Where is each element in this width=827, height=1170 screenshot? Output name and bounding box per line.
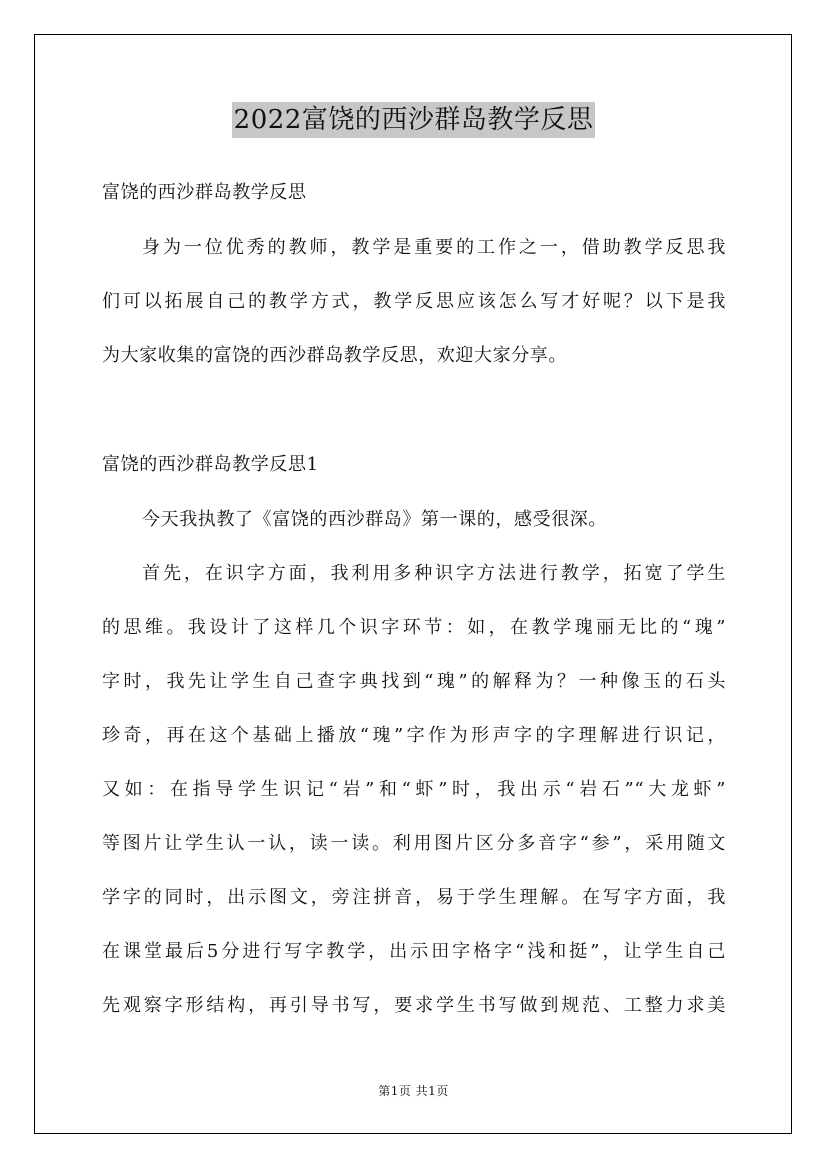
body-line: 的思维。我设计了这样几个识字环节：如，在教学瑰丽无比的“瑰”	[102, 617, 726, 638]
body-line: 等图片让学生认一认，读一读。利用图片区分多音字“参”，采用随文	[102, 833, 726, 854]
document-subtitle: 富饶的西沙群岛教学反思	[102, 182, 307, 203]
title-container	[0, 102, 827, 138]
intro-line: 为大家收集的富饶的西沙群岛教学反思，欢迎大家分享。	[102, 345, 567, 366]
body-line: 珍奇，再在这个基础上播放“瑰”字作为形声字的字理解进行识记，	[102, 725, 726, 746]
page-number: 第1页 共1页	[378, 1084, 449, 1098]
body-line: 先观察字形结构，再引导书写，要求学生书写做到规范、工整力求美	[102, 995, 726, 1016]
body-line: 又如：在指导学生识记“岩”和“虾”时，我出示“岩石”“大龙虾”	[102, 779, 726, 800]
body-line: 在课堂最后5分进行写字教学，出示田字格字“浅和挺”，让学生自己	[102, 941, 726, 962]
intro-line: 们可以拓展自己的教学方式，教学反思应该怎么写才好呢？以下是我	[102, 291, 726, 312]
section-heading: 富饶的西沙群岛教学反思1	[102, 454, 319, 475]
body-line: 今天我执教了《富饶的西沙群岛》第一课的，感受很深。	[142, 509, 607, 530]
body-line: 学字的同时，出示图文，旁注拼音，易于学生理解。在写字方面，我	[102, 887, 726, 908]
body-line: 首先，在识字方面，我利用多种识字方法进行教学，拓宽了学生	[142, 563, 726, 584]
document-title: 2022富饶的西沙群岛教学反思	[232, 102, 596, 138]
body-line: 字时，我先让学生自己查字典找到“瑰”的解释为？一种像玉的石头	[102, 671, 726, 692]
intro-line: 身为一位优秀的教师，教学是重要的工作之一，借助教学反思我	[142, 237, 726, 258]
